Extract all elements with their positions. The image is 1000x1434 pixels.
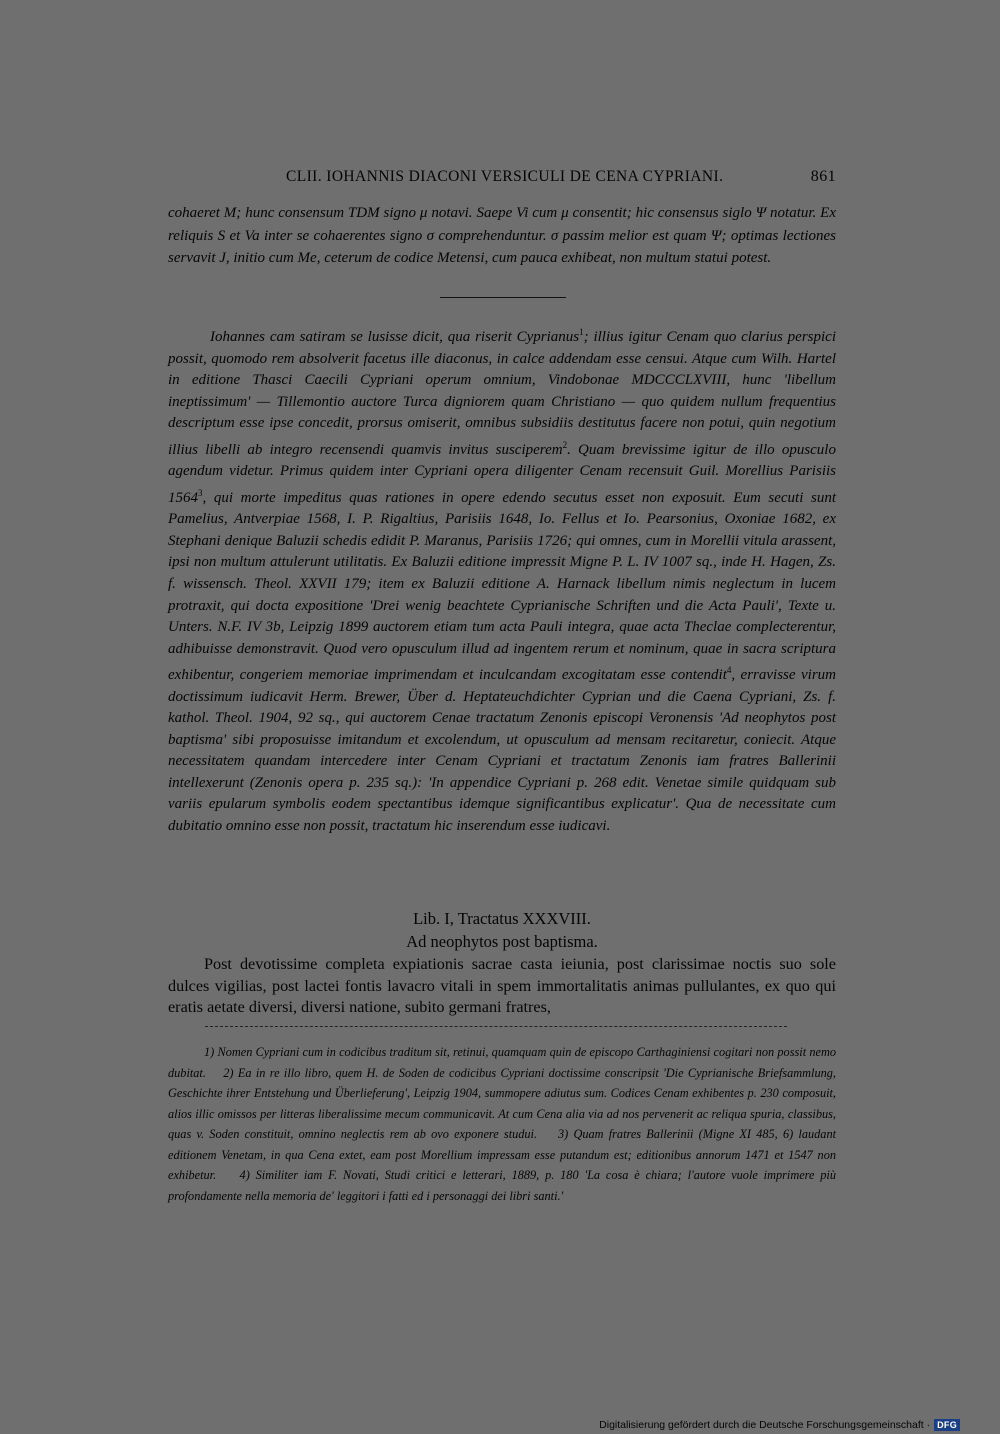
footnote-rule xyxy=(205,1026,787,1027)
footnote-number-4: 4) xyxy=(239,1168,250,1182)
apparatus-intro-paragraph: cohaeret M; hunc consensum TDM signo μ notavi. Saepe Vi cum μ consentit; hic consensus siglo Ψ notatur. Ex reliquis S et Va inter se cohaerentes signo σ comprehenduntur. σ passim melior est quam Ψ; optimas lectiones servavit J, initio cum Me, ceterum de codice Metensi, cum pauca exhibeat, non multum statui potest. xyxy=(168,205,836,267)
footnote-number-3: 3) xyxy=(557,1127,569,1141)
footnote-ref-4[interactable]: 4 xyxy=(726,665,732,676)
footnotes xyxy=(168,1042,836,1206)
footnote-4: Similiter iam F. Novati, Studi critici e letterari, 1889, p. 180 'La cosa è chiara; l'autore vuole imprimere più profondamente nella memoria de' leggitori i fatti ed i personaggi dei libri santi.' xyxy=(168,1168,837,1203)
funding-credit[interactable] xyxy=(599,1417,960,1433)
essay-text: , erravisse virum doctissimum iudicavit Herm. Brewer, Über d. Heptateuchdichter Cyprian und die Caena Cypriani, Zs. f. kathol. Theol. 1904, 92 sq., qui auctorem Cenae tractatum Zenonis episcopi Veronensis 'Ad neophytos post baptisma' sibi proposuisse imitandum et excolendum, ut opusculum ad mensam recitaretur, coniecit. Atque necessitatem quandam intercedere inter Cenam Cypriani et tractatum Zenonis iam fratres Ballerinii intellexerunt (Zenonis opera p. 235 sq.): 'In appendice Cypriani p. 268 edit. Venetae simile quidquam sub variis epularum symbolis eodem spectantibus idemque significantibus explicatur'. Qua de necessitate cum dubitatio omnino esse non possit, tractatum hic inserendum esse iudicavi. xyxy=(168,667,836,835)
essay-text: . Quam brevissime igitur de illo opusculo agendum videtur. Primus quidem inter Cypriani opera diligenter Cenam recensuit Guil. Morellius Parisiis 1564 xyxy=(168,441,836,506)
footnote-ref-2[interactable]: 2 xyxy=(562,439,568,450)
footnote-ref-1[interactable]: 1 xyxy=(579,327,584,337)
footnote-3: Quam fratres Ballerinii (Migne XI 485, 6) laudant editionem Venetam, in qua Cena extet, eam post Morellium impressam esse putandum est; editionibus annorum 1471 et 1547 non exhibetur. xyxy=(168,1127,837,1182)
section-title: Lib. I, Tractatus XXXVIII. xyxy=(413,909,591,928)
footnote-2: Ea in re illo libro, quem H. de Soden de codicibus Cypriani doctissime conscripsit 'Die Cyprianische Briefsammlung, Geschichte ihrer Entstehung und Überlieferung', Leipzig 1904, summopere adiutus sum. Codices Cenam exhibentes p. 230 composuit, alios illic omissos per litteras liberalissime mecum communicavit. At cum Cena alia via ad nos pervenerit ac reliqua spuria, classibus, quas v. Soden constituit, omnino neglectis rem ab ovo exponere studui. xyxy=(168,1065,836,1141)
funding-credit-text: Digitalisierung gefördert durch die Deutsche Forschungsgemeinschaft · xyxy=(599,1419,931,1431)
running-title: CLII. IOHANNIS DIACONI VERSICULI DE CENA CYPRIANI. xyxy=(286,168,724,185)
page-number: 861 xyxy=(810,168,836,185)
section-separator xyxy=(440,297,566,298)
essay-text: Iohannes cam satiram se lusisse dicit, qua riserit Cyprianus xyxy=(210,329,580,345)
footnote-number-1: 1) xyxy=(204,1045,215,1059)
footnote-ref-3[interactable]: 3 xyxy=(198,487,203,498)
page-header xyxy=(168,168,836,192)
essay-text: , qui morte impeditus quas rationes in opere edendo secutus esset non exposuit. Eum secuti sunt Pamelius, Antverpiae 1568, I. P. Rigaltius, Parisiis 1648, Io. Fellus et Io. Pearsonius, Oxoniae 1682, ex Stephani denique Baluzii schedis edidit P. Maranus, Parisiis 1726; qui omnes, cum in Morellii vitula arassent, ipsi non multum attulerunt utilitatis. Ex Baluzii editione impressit Migne P. L. IV 1007 sq., inde H. Hagen, Zs. f. wissensch. Theol. XXVII 179; item ex Baluzii editione A. Harnack libellum nimis neglectum in lucem protraxit, qui docta expositione 'Drei wenig beachtete Cyprianische Schriften und die Acta Pauli', Texte u. Unters. N.F. IV 3b, Leipzig 1899 auctorem etiam tum acta Pauli integra, quae acta Theclae complecterentur, adhibuisse demonstravit. Quod vero opusculum illud ad ingentem rerum et nominum, quae in sacra scriptura exhibentur, congeriem memoriae imprimendam et inculcandam excogitatam esse contendit xyxy=(168,489,836,684)
tractatus-text: Post devotissime completa expiationis sacrae casta ieiunia, post clarissimae noctis suo sole dulces vigilias, post lactei fontis lavacro vitali in spem immortalitatis animas pullulantes, ex quo qui eratis aetate diversi, diversi natione, subito germani fratres, xyxy=(168,955,836,1016)
essay-text: ; illius igitur Cenam quo clarius perspici possit, quomodo rem absolverit facetus ille diaconus, in calce addendam esse censui. Atque cum Wilh. Hartel in editione Thasci Caecili Cypriani operum omnium, Vindobonae MDCCCLXVIII, hunc 'libellum ineptissimum' — Tillemontio auctore Turca digniorem quam Christiano — quo quidem nullum frequentius descriptum esse ipse concedit, prorsus omiserit, omnibus subsidiis destitutus facere non potui, quin negotium illius libelli ab integro recensendi quamvis invitus susciperem xyxy=(168,329,836,458)
footnote-1: Nomen Cypriani cum in codicibus traditum sit, retinui, quamquam quin de episcopo Carthaginiensi cogitari non possit nemo dubitat. xyxy=(168,1045,836,1080)
dfg-logo-icon: DFG xyxy=(934,1419,960,1431)
section-subtitle: Ad neophytos post baptisma. xyxy=(406,932,598,951)
essay-paragraph xyxy=(168,322,836,838)
footnote-number-2: 2) xyxy=(223,1065,234,1080)
